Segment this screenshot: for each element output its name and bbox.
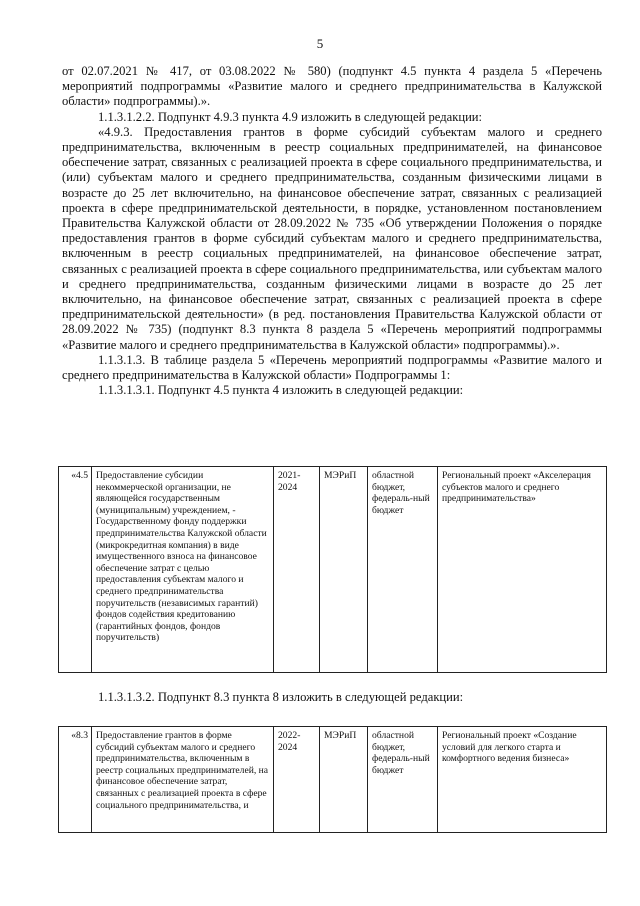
- item-years: 2021-2024: [274, 467, 320, 673]
- paragraph-item-4-9-3: «4.9.3. Предоставления грантов в форме субсидий субъектам малого и среднего предпринимательства, включенным в реестр социальных предпринимателей, на финансовое обеспечение затрат, связанных с реализацией проекта в сфере социального предпринимательства, и (или) субъектам малого и среднего предпринимательства, созданным физическими лицами в возрасте до 25 лет включительно, на финансовое обеспечение затрат, связанных с реализацией проекта в сфере предпринимательской деятельности, в порядке, установленном постановлением Правительства Калужской области от 28.09.2022 № 735 «Об утверждении Положения о порядке предоставления грантов в форме субсидий субъектам малого и среднего предпринимательства, включенным в реестр социальных предпринимателей, на финансовое обеспечение затрат, связанных с реализацией проекта в сфере социального предпринимательства, или субъектам малого и среднего предпринимательства, созданным физическими лицами в возрасте до 25 лет включительно, на финансовое обеспечение затрат, связанных с реализацией проекта в сфере предпринимательской деятельности» (в ред. постановления Правительства Калужской области от 28.09.2022 № 735) (подпункт 8.3 пункта 8 раздела 5 «Перечень мероприятий подпрограммы «Развитие малого и среднего предпринимательства в Калужской области» подпрограммы).».: [62, 124, 602, 352]
- item-executor: МЭРиП: [320, 727, 368, 833]
- page-number: 5: [316, 36, 324, 51]
- item-number: «4.5: [59, 467, 92, 673]
- table-row: [59, 727, 607, 833]
- paragraph-continuation: от 02.07.2021 № 417, от 03.08.2022 № 580) (подпункт 4.5 пункта 4 раздела 5 «Перечень мероприятий подпрограммы «Развитие малого и среднего предпринимательства в Калужской области» подпрограммы).».: [62, 64, 602, 109]
- document-body: [62, 64, 602, 398]
- paragraph-item-1-1-3-1-3-1: 1.1.3.1.3.1. Подпункт 4.5 пункта 4 изложить в следующей редакции:: [98, 383, 464, 398]
- item-project: Региональный проект «Создание условий для легкого старта и комфортного ведения бизнеса»: [438, 727, 607, 833]
- paragraph-item-1-1-3-1-3: 1.1.3.1.3. В таблице раздела 5 «Перечень мероприятий подпрограммы «Развитие малого и среднего предпринимательства в Калужской области» Подпрограммы 1:: [62, 352, 602, 383]
- table-item-8-3: [58, 726, 607, 833]
- item-years: 2022-2024: [274, 727, 320, 833]
- item-number: «8.3: [59, 727, 92, 833]
- item-project: Региональный проект «Акселерация субъектов малого и среднего предпринимательства»: [438, 467, 607, 673]
- item-name: Предоставление грантов в форме субсидий субъектам малого и среднего предпринимательства, включенным в реестр социальных предпринимателей, на финансовое обеспечение затрат, связанных с реализацией проекта в сфере социального предпринимательства, и: [92, 727, 274, 833]
- paragraph-item-1-1-3-1-3-2: 1.1.3.1.3.2. Подпункт 8.3 пункта 8 изложить в следующей редакции:: [98, 690, 464, 704]
- table-item-4-5: [58, 466, 607, 673]
- item-funding-source: областной бюджет, федераль-ный бюджет: [368, 727, 438, 833]
- item-funding-source: областной бюджет, федераль-ный бюджет: [368, 467, 438, 673]
- document-body-2: [62, 690, 602, 705]
- paragraph-item-1-1-3-1-2-2: 1.1.3.1.2.2. Подпункт 4.9.3 пункта 4.9 изложить в следующей редакции:: [98, 109, 483, 124]
- table-row: [59, 467, 607, 673]
- item-executor: МЭРиП: [320, 467, 368, 673]
- item-name: Предоставление субсидии некоммерческой организации, не являющейся государственным (муниципальным) учреждением, - Государственному фонду поддержки предпринимательства Калужской области (микрокредитная компания) в виде имущественного взноса на финансовое обеспечение затрат с целью предоставления субъектам малого и среднего предпринимательства поручительств (независимых гарантий) фондов содействия кредитованию (гарантийных фондов, фондов поручительств): [92, 467, 274, 673]
